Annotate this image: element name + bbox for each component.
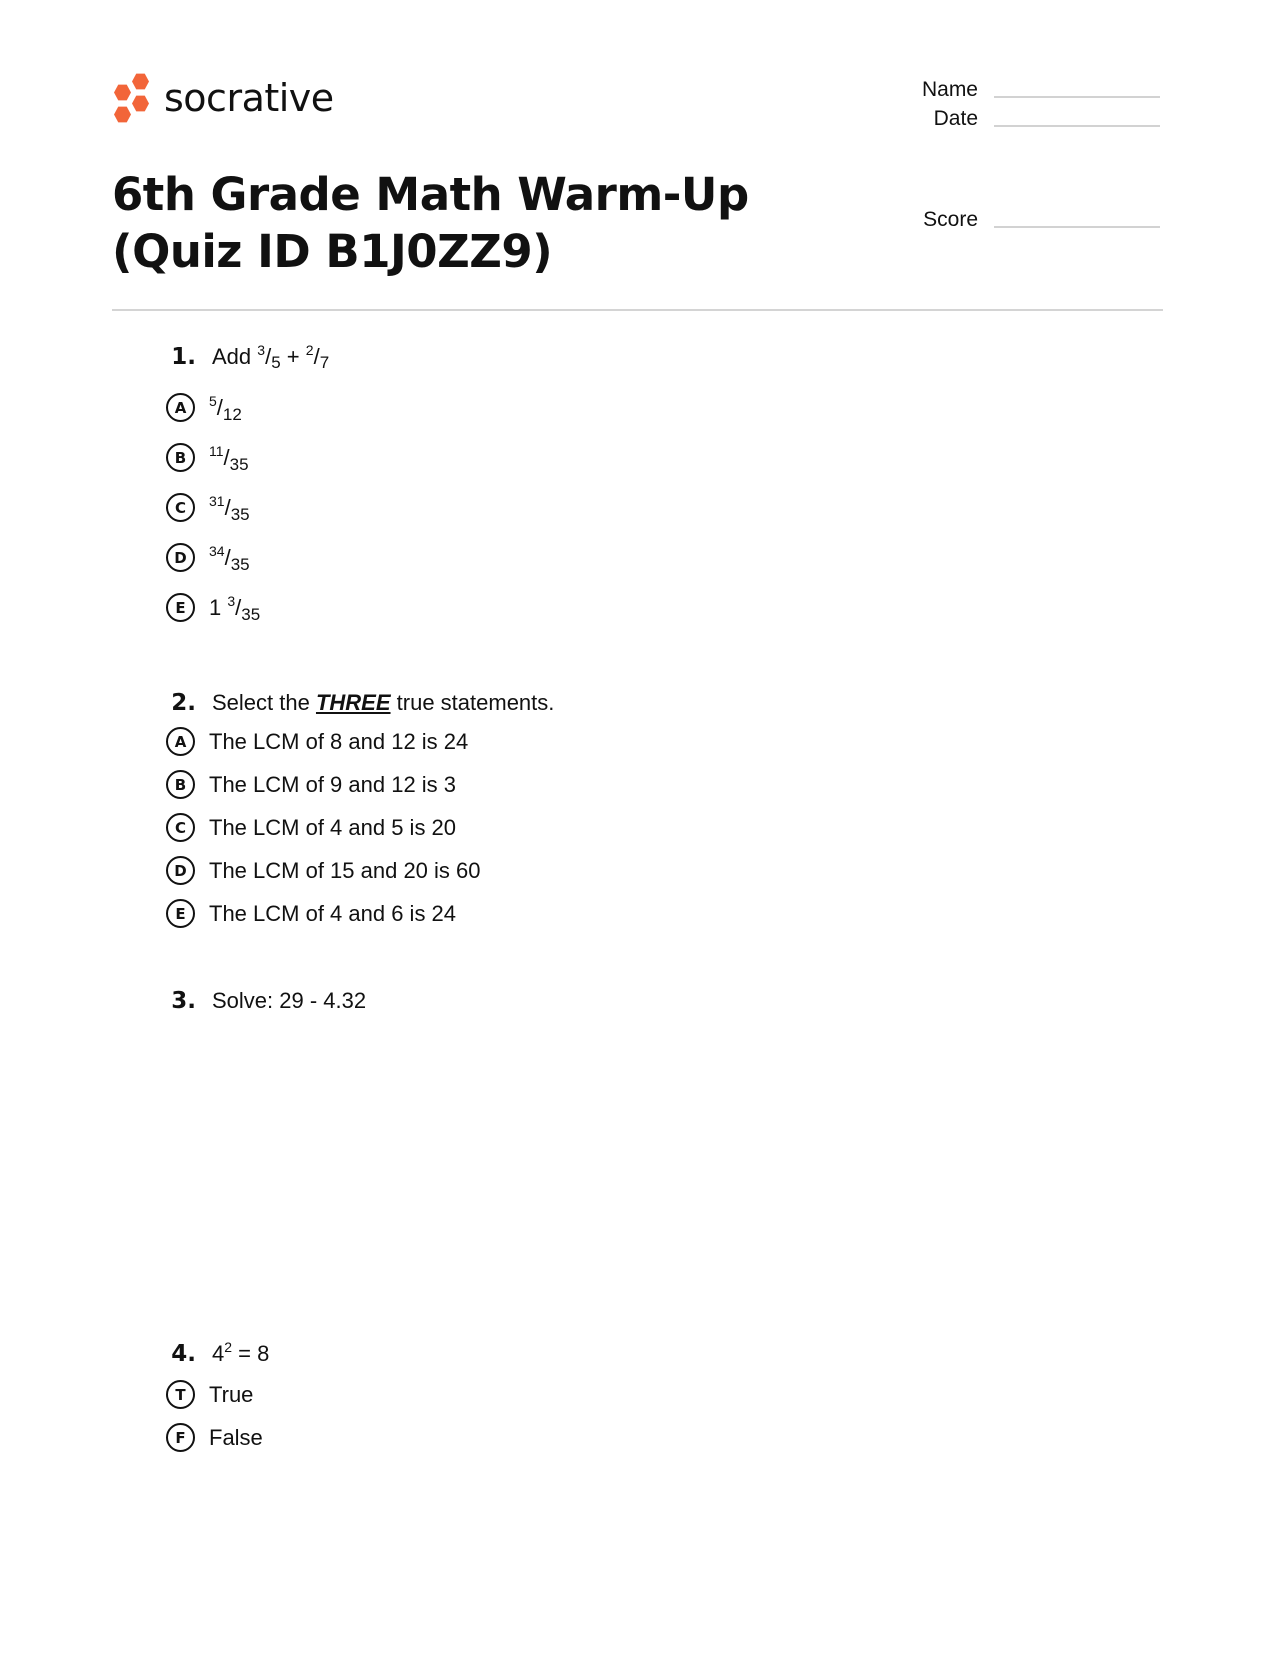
answer-bubble[interactable]: A — [166, 393, 195, 422]
option-text: $^{11}/_{35}$ — [209, 442, 249, 474]
brand-name: socrative — [164, 76, 334, 120]
q2-option-a[interactable] — [166, 727, 468, 756]
prompt-text: true statements. — [396, 690, 555, 715]
q1-option-a[interactable] — [166, 393, 242, 422]
answer-bubble[interactable]: C — [166, 813, 195, 842]
fraction-numerator: 2 — [305, 342, 314, 358]
answer-bubble[interactable]: E — [166, 593, 195, 622]
question-prompt: Solve: 29 - 4.32 — [212, 988, 367, 1013]
question-4 — [160, 1341, 269, 1367]
q1-option-c[interactable] — [166, 493, 250, 522]
name-label: Name — [921, 78, 978, 101]
fraction-denominator: 7 — [319, 353, 330, 372]
option-text: The LCM of 4 and 5 is 20 — [209, 814, 457, 840]
socrative-logo — [112, 72, 334, 124]
answer-bubble[interactable]: D — [166, 543, 195, 572]
operator: + — [286, 344, 300, 369]
name-blank-line[interactable] — [994, 96, 1160, 98]
option-text: $^5/_{12}$ — [209, 392, 242, 424]
option-text: The LCM of 8 and 12 is 24 — [209, 728, 469, 754]
answer-bubble[interactable]: F — [166, 1423, 195, 1452]
answer-bubble[interactable]: B — [166, 443, 195, 472]
prompt-prefix: Add — [212, 344, 252, 369]
option-text: The LCM of 9 and 12 is 3 — [209, 771, 457, 797]
answer-bubble[interactable]: E — [166, 899, 195, 928]
q2-option-e[interactable] — [166, 899, 456, 928]
header-divider — [112, 309, 1163, 311]
option-text: $^{34}/_{35}$ — [209, 542, 250, 574]
q1-option-e[interactable] — [166, 593, 260, 622]
hexagon-cluster-icon — [112, 73, 152, 123]
q2-option-b[interactable] — [166, 770, 456, 799]
question-number: 3. — [171, 988, 196, 1014]
option-text: True — [209, 1381, 254, 1407]
date-field[interactable] — [898, 107, 1160, 131]
exponent: 2 — [224, 1339, 233, 1355]
answer-bubble[interactable]: B — [166, 770, 195, 799]
question-2 — [160, 690, 554, 716]
option-text: False — [209, 1424, 263, 1450]
score-label: Score — [923, 208, 978, 231]
prompt-text: Select the — [212, 690, 310, 715]
question-number: 2. — [171, 690, 196, 716]
q2-option-d[interactable] — [166, 856, 481, 885]
option-text: The LCM of 15 and 20 is 60 — [209, 857, 481, 883]
q4-option-true[interactable] — [166, 1380, 253, 1409]
question-3 — [160, 988, 366, 1014]
answer-bubble[interactable]: A — [166, 727, 195, 756]
answer-bubble[interactable]: T — [166, 1380, 195, 1409]
q4-option-false[interactable] — [166, 1423, 263, 1452]
question-number: 4. — [171, 1341, 196, 1367]
score-field[interactable] — [898, 208, 1160, 232]
question-prompt — [212, 1341, 269, 1367]
date-label: Date — [933, 107, 978, 130]
q1-option-b[interactable] — [166, 443, 249, 472]
q2-option-c[interactable] — [166, 813, 456, 842]
fraction-numerator: 3 — [257, 342, 266, 358]
question-prompt: Add $^3/_5 + ^2/_7$ — [212, 342, 330, 372]
date-blank-line[interactable] — [994, 125, 1160, 127]
answer-bubble[interactable]: D — [166, 856, 195, 885]
question-number: 1. — [171, 344, 196, 370]
question-1 — [160, 344, 329, 370]
page-title: 6th Grade Math Warm-Up (Quiz ID B1J0ZZ9) — [112, 168, 749, 278]
name-field[interactable] — [898, 78, 1160, 102]
prompt-emphasis: THREE — [315, 690, 391, 715]
q1-option-d[interactable] — [166, 543, 250, 572]
option-text: 1 $^3/_{35}$ — [209, 592, 261, 624]
exponent-base: 4 — [212, 1341, 225, 1366]
score-blank-line[interactable] — [994, 226, 1160, 228]
fraction-denominator: 5 — [271, 353, 281, 372]
option-text: $^{31}/_{35}$ — [209, 492, 250, 524]
question-prompt — [212, 690, 554, 716]
prompt-rest: = 8 — [238, 1341, 270, 1366]
option-text: The LCM of 4 and 6 is 24 — [209, 900, 457, 926]
answer-bubble[interactable]: C — [166, 493, 195, 522]
